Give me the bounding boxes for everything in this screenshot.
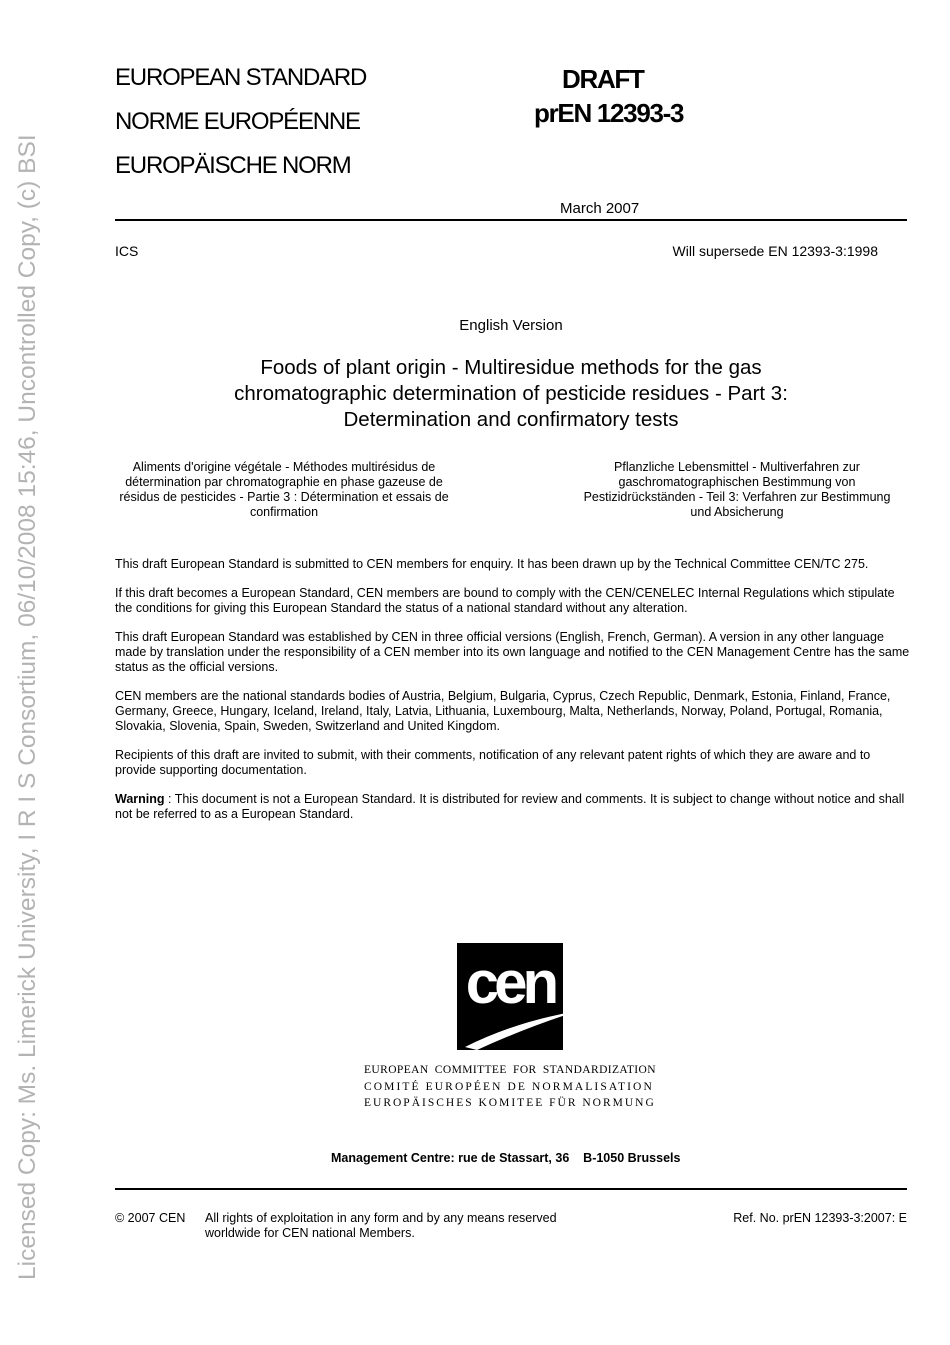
title-line: Foods of plant origin - Multiresidue methods for the gas: [260, 356, 762, 379]
publication-date: March 2007: [560, 200, 640, 217]
standard-names: [115, 64, 366, 196]
german-title-line: Pflanzliche Lebensmittel - Multiverfahren zur: [614, 460, 860, 474]
document-title: [115, 355, 907, 433]
paragraph: If this draft becomes a European Standard, CEN members are bound to comply with the CEN/CENELEC Internal Regulations which stipulate the conditions for giving this European Standard the status of a national standard without any alteration.: [115, 586, 895, 615]
german-title-line: Pestizidrückständen - Teil 3: Verfahren zur Bestimmung: [583, 490, 891, 504]
standard-name-fr: NORME EUROPÉENNE: [115, 108, 360, 135]
german-title: [570, 460, 904, 520]
management-centre: Management Centre: rue de Stassart, 36 B-1050 Brussels: [331, 1151, 681, 1165]
copy-watermark: Licensed Copy: Ms. Limerick University, I R I S Consortium, 06/10/2008 15:46, Uncontrolled Copy, (c) BSI: [14, 134, 41, 1280]
standard-name-en: EUROPEAN STANDARD: [115, 64, 367, 91]
committee-name-en: EUROPEAN COMMITTEE FOR STANDARDIZATION: [364, 1064, 656, 1076]
logo-lettering: cen: [465, 949, 555, 1016]
warning-paragraph: [115, 792, 910, 822]
german-title-line: gaschromatographischen Bestimmung von: [618, 475, 856, 489]
title-line: chromatographic determination of pesticide residues - Part 3:: [234, 382, 788, 405]
french-title-line: confirmation: [249, 505, 319, 519]
french-title-line: résidus de pesticides - Partie 3 : Détermination et essais de: [119, 490, 449, 504]
title-line: Determination and confirmatory tests: [343, 408, 679, 431]
standard-name-de: EUROPÄISCHE NORM: [115, 152, 351, 179]
paragraph: This draft European Standard is submitted to CEN members for enquiry. It has been drawn up by the Technical Committee CEN/TC 275.: [115, 557, 869, 571]
supersede-note: Will supersede EN 12393-3:1998: [672, 243, 878, 259]
version-label: English Version: [459, 317, 563, 334]
body-text: [115, 557, 910, 836]
cen-logo: [457, 943, 578, 1050]
header-divider: [115, 219, 907, 221]
committee-name-de: EUROPÄISCHES KOMITEE FÜR NORMUNG: [364, 1097, 656, 1109]
reference-number: Ref. No. prEN 12393-3:2007: E: [733, 1211, 907, 1225]
paragraph: CEN members are the national standards bodies of Austria, Belgium, Bulgaria, Cyprus, Czech Republic, Denmark, Estonia, Finland, France, Germany, Greece, Hungary, Iceland, Ireland, Italy, Latvia, Lithuania, Luxembourg, Malta, Netherlands, Norway, Poland, Portugal, Romania, Slovakia, Slovenia, Spain, Sweden, Switzerland and United Kingdom.: [115, 689, 891, 733]
warning-text: : This document is not a European Standard. It is distributed for review and comments. It is subject to change without notice and shall not be referred to as a European Standard.: [115, 792, 905, 821]
ics-label: ICS: [115, 243, 139, 259]
rights-statement: All rights of exploitation in any form and by any means reserved worldwide for CEN national Members.: [205, 1211, 557, 1240]
french-title-line: Aliments d'origine végétale - Méthodes multirésidus de: [132, 460, 436, 474]
french-title-line: détermination par chromatographie en phase gazeuse de: [125, 475, 443, 489]
paragraph: Recipients of this draft are invited to submit, with their comments, notification of any relevant patent rights of which they are aware and to provide supporting documentation.: [115, 748, 871, 777]
paragraph: This draft European Standard was established by CEN in three official versions (English, French, German). A version in any other language made by translation under the responsibility of a CEN member into its own language and notified to the CEN Management Centre has the same status as the official versions.: [115, 630, 910, 674]
german-title-line: und Absicherung: [690, 505, 784, 519]
french-title: [110, 460, 458, 520]
committee-names: [364, 1062, 656, 1112]
copyright-notice: © 2007 CEN: [115, 1211, 186, 1225]
footer-divider: [115, 1188, 907, 1190]
committee-name-fr: COMITÉ EUROPÉEN DE NORMALISATION: [364, 1080, 654, 1093]
draft-label: DRAFT: [562, 64, 644, 94]
warning-label: Warning: [115, 792, 165, 806]
standard-number: prEN 12393-3: [534, 98, 684, 128]
